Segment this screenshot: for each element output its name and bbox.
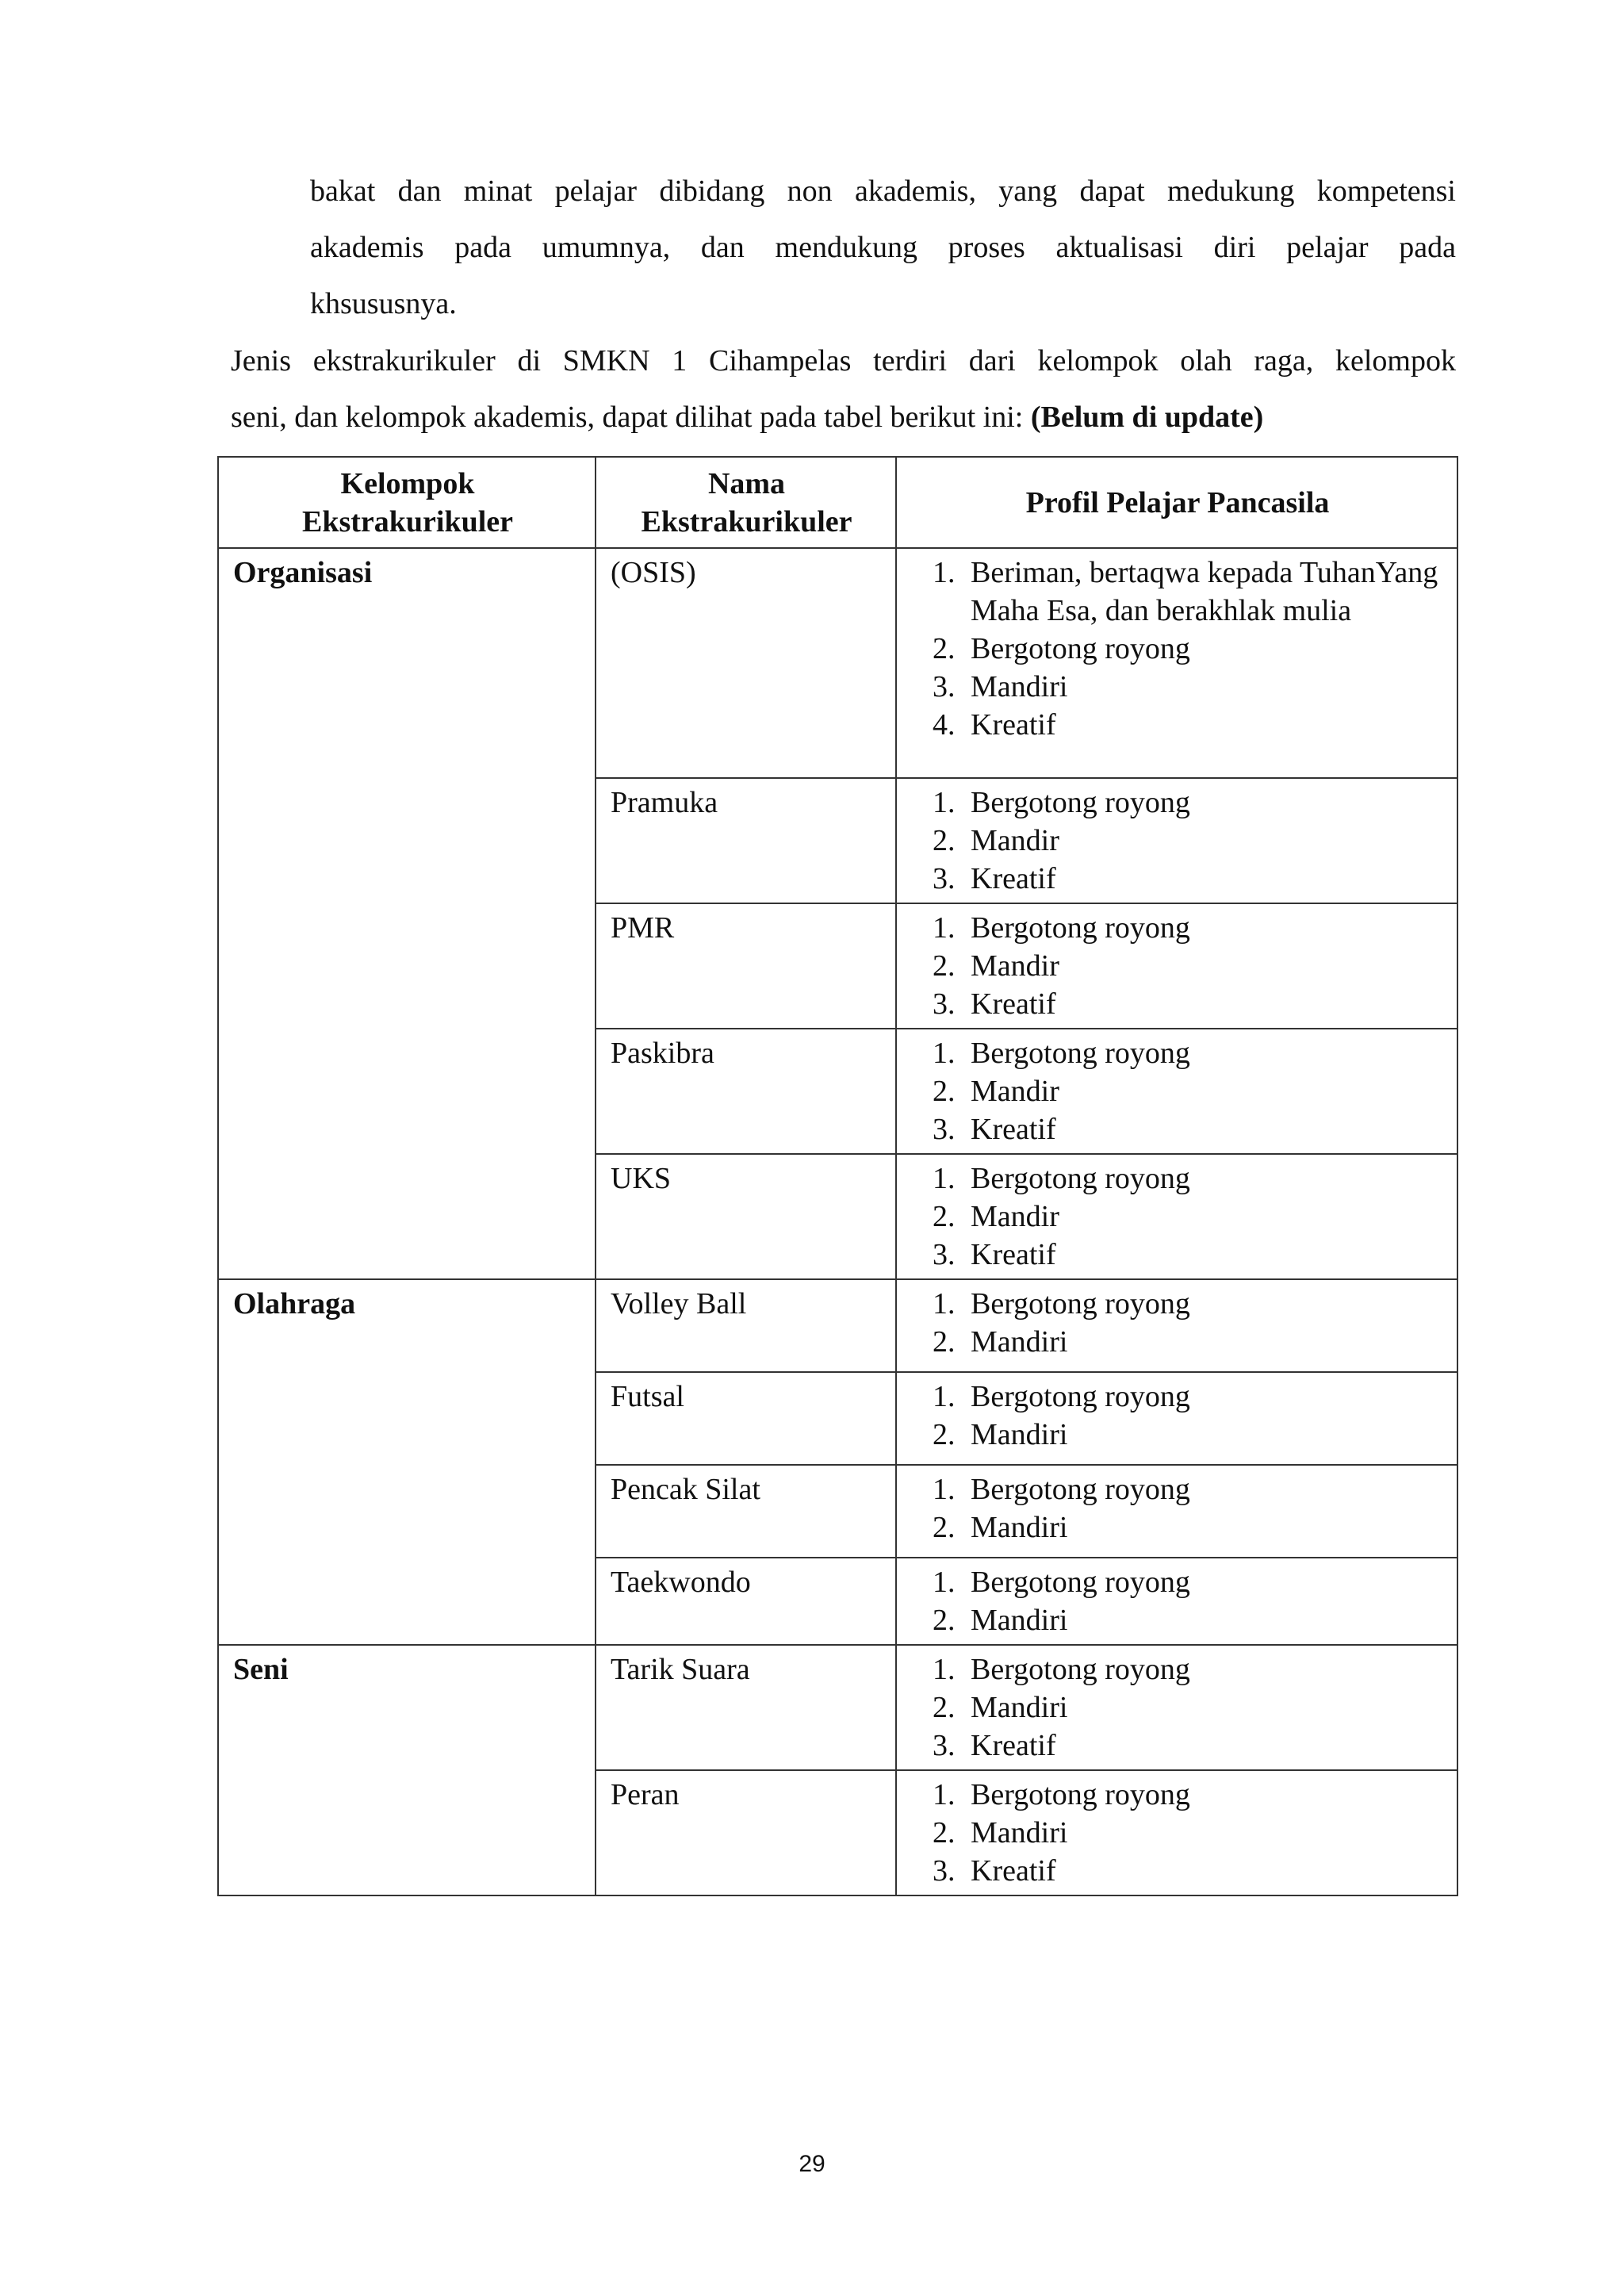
profil-item: 1. Bergotong royong — [963, 1378, 1444, 1416]
ekstra-name: Peran — [596, 1770, 896, 1895]
profil-cell — [896, 1558, 1457, 1645]
profil-list — [911, 1285, 1444, 1361]
profil-item: 2. Mandiri — [963, 1416, 1444, 1454]
table-header-row — [218, 457, 1457, 548]
intro-line: khsususnya. — [310, 287, 457, 320]
profil-item: 2. Mandiri — [963, 1814, 1444, 1852]
profil-item: 2. Mandiri — [963, 1601, 1444, 1639]
header-profil: Profil Pelajar Pancasila — [896, 457, 1457, 548]
profil-item: 1. Bergotong royong — [963, 1470, 1444, 1508]
profil-item: 1. Bergotong royong — [963, 1563, 1444, 1601]
paragraph-line-text: seni, dan kelompok akademis, dapat dilihat pada tabel berikut ini: — [231, 401, 1024, 434]
profil-item: 3. Mandiri — [963, 668, 1444, 706]
ekstra-name: Pencak Silat — [596, 1465, 896, 1558]
page-number: 29 — [799, 2151, 825, 2177]
ekstra-name: Futsal — [596, 1372, 896, 1465]
profil-item: 3. Kreatif — [963, 985, 1444, 1023]
ekstra-name: Pramuka — [596, 778, 896, 903]
header-kelompok: Kelompok Ekstrakurikuler — [218, 457, 596, 548]
ekstra-name: (OSIS) — [596, 548, 896, 778]
profil-item: 1. Bergotong royong — [963, 1159, 1444, 1198]
profil-item: 1. Bergotong royong — [963, 1650, 1444, 1688]
profil-cell — [896, 1154, 1457, 1279]
update-note: (Belum di update) — [1030, 401, 1264, 434]
profil-item: 1. Beriman, bertaqwa kepada TuhanYang Maha Esa, dan berakhlak mulia — [963, 554, 1444, 630]
profil-item: 1. Bergotong royong — [963, 784, 1444, 822]
profil-list — [911, 1776, 1444, 1890]
ekstra-name: PMR — [596, 903, 896, 1029]
profil-list — [911, 1034, 1444, 1148]
profil-cell — [896, 903, 1457, 1029]
table-row — [218, 548, 1457, 778]
profil-item: 1. Bergotong royong — [963, 1776, 1444, 1814]
intro-line: akademis pada umumnya, dan mendukung proses aktualisasi diri pelajar pada — [310, 231, 1456, 264]
profil-item: 2. Mandir — [963, 947, 1444, 985]
profil-item: 2. Mandiri — [963, 1508, 1444, 1547]
paragraph-line: Jenis ekstrakurikuler di SMKN 1 Cihampelas terdiri dari kelompok olah raga, kelompok — [231, 344, 1456, 378]
group-organisasi: Organisasi — [218, 548, 596, 1279]
profil-list — [911, 1650, 1444, 1765]
profil-item: 1. Bergotong royong — [963, 1285, 1444, 1323]
profil-list — [911, 1159, 1444, 1274]
profil-item: 2. Bergotong royong — [963, 630, 1444, 668]
table-row — [218, 1279, 1457, 1372]
profil-item: 3. Kreatif — [963, 1852, 1444, 1890]
ekstra-name: Tarik Suara — [596, 1645, 896, 1770]
profil-item: 2. Mandir — [963, 822, 1444, 860]
profil-list — [911, 784, 1444, 898]
profil-cell — [896, 1279, 1457, 1372]
profil-cell — [896, 1770, 1457, 1895]
ekstra-name: UKS — [596, 1154, 896, 1279]
profil-cell — [896, 548, 1457, 778]
profil-item: 3. Kreatif — [963, 860, 1444, 898]
profil-list — [911, 1378, 1444, 1454]
profil-item: 3. Kreatif — [963, 1236, 1444, 1274]
ekstrakurikuler-table — [217, 456, 1458, 1896]
ekstra-paragraph — [231, 333, 1456, 446]
group-olahraga: Olahraga — [218, 1279, 596, 1645]
profil-item: 2. Mandiri — [963, 1688, 1444, 1727]
table-row — [218, 1645, 1457, 1770]
profil-item: 3. Kreatif — [963, 1110, 1444, 1148]
profil-item: 1. Bergotong royong — [963, 909, 1444, 947]
profil-item: 4. Kreatif — [963, 706, 1444, 744]
ekstra-name: Taekwondo — [596, 1558, 896, 1645]
intro-line: bakat dan minat pelajar dibidang non akademis, yang dapat medukung kompetensi — [310, 174, 1456, 208]
group-seni: Seni — [218, 1645, 596, 1895]
profil-cell — [896, 1465, 1457, 1558]
ekstra-name: Volley Ball — [596, 1279, 896, 1372]
profil-item: 2. Mandiri — [963, 1323, 1444, 1361]
profil-list — [911, 909, 1444, 1023]
profil-cell — [896, 1029, 1457, 1154]
profil-cell — [896, 778, 1457, 903]
profil-list — [911, 1563, 1444, 1639]
profil-item: 2. Mandir — [963, 1072, 1444, 1110]
profil-item: 2. Mandir — [963, 1198, 1444, 1236]
profil-item: 3. Kreatif — [963, 1727, 1444, 1765]
intro-paragraph — [310, 163, 1456, 332]
ekstra-name: Paskibra — [596, 1029, 896, 1154]
profil-cell — [896, 1372, 1457, 1465]
profil-cell — [896, 1645, 1457, 1770]
profil-item: 1. Bergotong royong — [963, 1034, 1444, 1072]
header-nama: Nama Ekstrakurikuler — [596, 457, 896, 548]
profil-list — [911, 554, 1444, 744]
profil-list — [911, 1470, 1444, 1547]
paragraph-line — [231, 389, 1456, 446]
